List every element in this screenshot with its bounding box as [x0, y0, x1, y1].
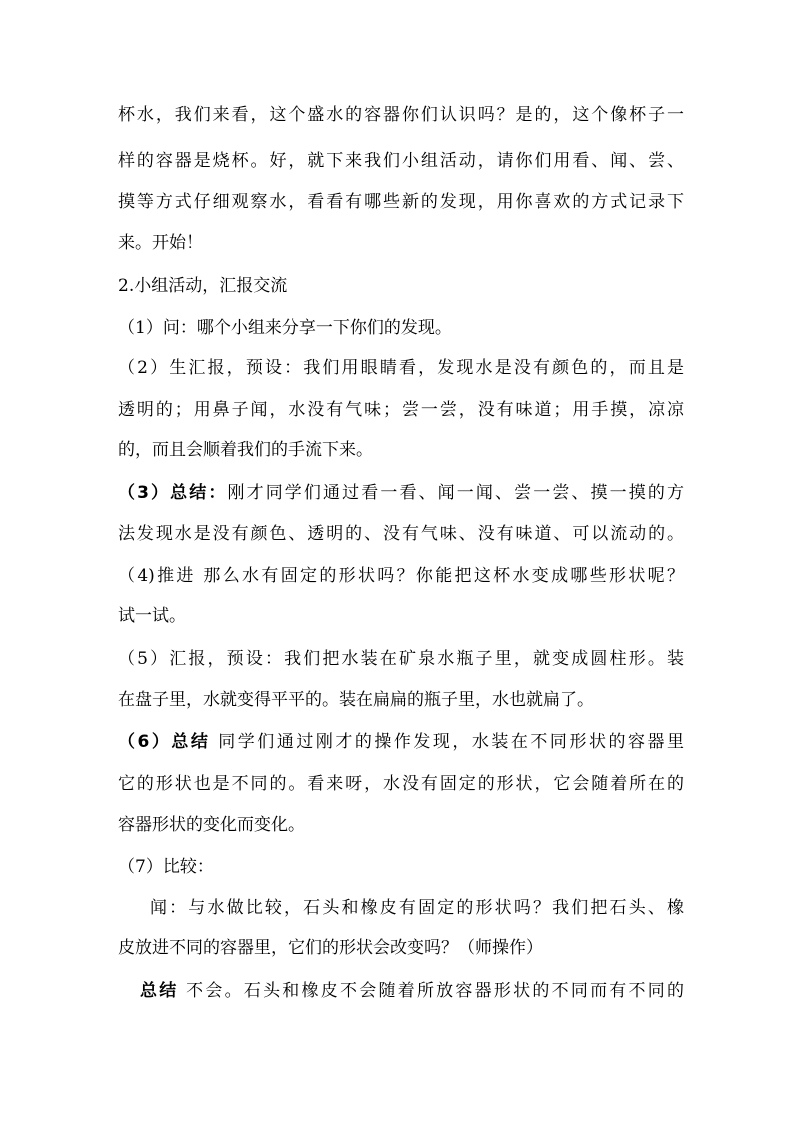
- paragraph-line: 杯水，我们来看，这个盛水的容器你们认识吗？是的，这个像杯子一: [118, 105, 684, 125]
- summary-label: 总结: [140, 981, 179, 1001]
- paragraph-line: 法发现水是没有颜色、透明的、没有气味、没有味道、可以流动的。: [118, 524, 684, 544]
- summary-label: （3）总结：: [118, 483, 228, 503]
- summary-label: （6）总结: [118, 732, 211, 752]
- list-item: （4)推进 那么水有固定的形状吗？你能把这杯水变成哪些形状呢？: [118, 566, 684, 586]
- paragraph-line: 试一试。: [118, 606, 186, 626]
- list-item: （5）汇报，预设：我们把水装在矿泉水瓶子里，就变成圆柱形。装: [118, 649, 684, 669]
- list-item: [118, 482, 684, 504]
- paragraph-line: 的，而且会顺着我们的手流下来。: [118, 440, 373, 460]
- summary-text: 不会。石头和橡皮不会随着所放容器形状的不同而有不同的: [178, 981, 684, 1001]
- summary-text: 同学们通过刚才的操作发现，水装在不同形状的容器里: [210, 732, 684, 752]
- paragraph-line: 闻：与水做比较，石头和橡皮有固定的形状吗？我们把石头、橡: [150, 898, 684, 918]
- paragraph-line: 皮放进不同的容器里，它们的形状会改变吗？（师操作）: [118, 938, 543, 958]
- summary-text: 刚才同学们通过看一看、闻一闻、尝一尝、摸一摸的方: [227, 483, 684, 503]
- list-item: （2）生汇报，预设：我们用眼睛看，发现水是没有颜色的，而且是: [118, 358, 684, 378]
- paragraph-line: 透明的；用鼻子闻，水没有气味；尝一尝，没有味道；用手摸，凉凉: [118, 400, 684, 420]
- paragraph-line: 来。开始！: [118, 233, 203, 253]
- list-item: （1）问：哪个小组来分享一下你们的发现。: [118, 318, 452, 338]
- paragraph-line: 容器形状的变化而变化。: [118, 815, 305, 835]
- paragraph-line: [140, 980, 684, 1002]
- paragraph-line: 在盘子里，水就变得平平的。装在扁扁的瓶子里，水也就扁了。: [118, 690, 594, 710]
- paragraph-line: 摸等方式仔细观察水，看看有哪些新的发现，用你喜欢的方式记录下: [118, 192, 684, 212]
- paragraph-line: 样的容器是烧杯。好，就下来我们小组活动，请你们用看、闻、尝、: [118, 151, 684, 171]
- list-item: （7）比较：: [118, 857, 214, 877]
- paragraph-line: 它的形状也是不同的。看来呀，水没有固定的形状，它会随着所在的: [118, 774, 684, 794]
- section-heading: 2.小组活动，汇报交流: [118, 276, 288, 296]
- list-item: [118, 731, 684, 753]
